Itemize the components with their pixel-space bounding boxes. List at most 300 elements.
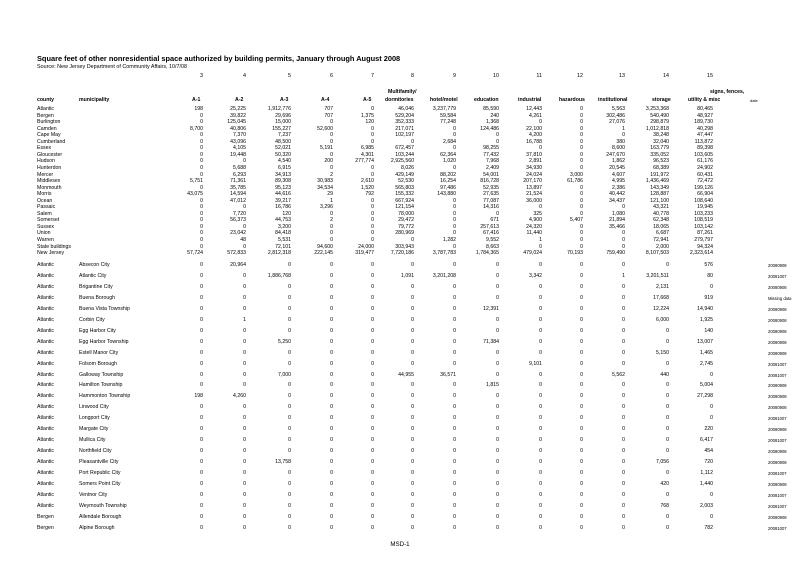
table-cell: 0	[371, 204, 374, 211]
table-cell: Atlantic	[37, 437, 55, 444]
table-cell: 576	[704, 262, 713, 268]
table-cell: 0	[243, 360, 246, 367]
table-cell: 0	[580, 197, 583, 204]
table-cell: 672,457	[395, 145, 414, 152]
table-cell: 0	[453, 448, 456, 455]
table-cell: 0	[371, 349, 374, 356]
table-cell: 0	[200, 470, 203, 477]
table-cell: 40,298	[697, 125, 713, 132]
table-cell: 77,432	[483, 151, 499, 158]
table-cell: 9,552	[486, 237, 499, 243]
table-cell: 0	[580, 491, 583, 498]
table-cell: 0	[200, 481, 203, 487]
table-cell: 0	[666, 513, 669, 520]
table-cell: 0	[666, 491, 669, 498]
table-cell: 1	[330, 197, 333, 204]
table-cell: 143,880	[437, 191, 456, 198]
table-cell: 20,545	[609, 164, 625, 171]
table-cell: 44,955	[398, 371, 414, 378]
table-cell: Port Republic City	[79, 470, 121, 477]
table-cell: 0	[666, 524, 669, 531]
table-cell: 4,200	[529, 132, 542, 139]
table-cell: 0	[539, 294, 542, 301]
table-cell: Atlantic	[37, 262, 55, 268]
table-cell: Folsom Borough	[79, 360, 118, 367]
table-cell: 0	[539, 349, 542, 356]
table-cell: Atlantic City	[79, 272, 107, 279]
table-cell: 155,227	[272, 125, 291, 132]
table-cell: 7,237	[278, 132, 291, 139]
table-cell: 540,490	[650, 112, 669, 119]
table-header	[0, 87, 800, 107]
table-cell: 52,021	[275, 145, 291, 152]
table-cell: Egg Harbor City	[79, 327, 116, 334]
list-item	[0, 361, 800, 368]
table-cell: 0	[330, 138, 333, 145]
table-cell: 0	[496, 360, 499, 367]
table-cell: 34,913	[275, 171, 291, 178]
table-cell: 0	[330, 415, 333, 422]
table-cell: 0	[330, 360, 333, 367]
table-cell: 0	[371, 283, 374, 290]
list-item	[0, 350, 800, 357]
table-cell: 3,201,208	[432, 272, 456, 279]
table-cell: 0	[200, 426, 203, 433]
table-cell: 0	[710, 283, 713, 290]
table-cell: 36,000	[526, 197, 542, 204]
table-cell: 1,520	[361, 184, 374, 191]
table-cell: 247,670	[606, 151, 625, 158]
table-cell: 919	[704, 294, 713, 301]
table-cell: 0	[330, 305, 333, 312]
table-cell: 0	[243, 223, 246, 230]
header-signs-top: signs, fences,	[710, 89, 745, 95]
table-cell: 319,477	[355, 250, 374, 257]
header-multifamily-bottom: dormitories	[385, 97, 414, 103]
table-cell: 5,004	[700, 382, 713, 389]
table-cell: 88,202	[440, 171, 456, 178]
table-cell: 0	[200, 237, 203, 243]
table-cell: 0	[200, 294, 203, 301]
table-cell: 2,684	[443, 138, 456, 145]
table-cell: 0	[580, 316, 583, 323]
column-numbers	[0, 73, 800, 81]
table-cell: 20081007	[768, 438, 787, 444]
table-cell: Allendale Borough	[79, 513, 122, 520]
table-cell: 0	[580, 513, 583, 520]
table-cell: 0	[710, 404, 713, 411]
table-cell: 0	[411, 426, 414, 433]
header-a1: A-1	[192, 97, 201, 103]
header-industrial: industrial	[518, 97, 542, 103]
table-cell: 163,779	[650, 145, 669, 152]
table-cell: 56,373	[230, 217, 246, 224]
table-cell: 20081007	[768, 492, 787, 498]
table-cell: Atlantic	[37, 502, 55, 509]
table-cell: 0	[453, 382, 456, 389]
table-cell: 0	[453, 294, 456, 301]
table-cell: 0	[200, 327, 203, 334]
table-cell: 0	[330, 132, 333, 139]
table-cell: 94,600	[317, 243, 333, 250]
table-cell: 0	[580, 262, 583, 268]
table-cell: 48	[240, 237, 246, 243]
table-cell: 0	[539, 437, 542, 444]
table-cell: 0	[288, 349, 291, 356]
table-cell: 0	[243, 382, 246, 389]
table-cell: 2,812,318	[267, 250, 291, 257]
table-cell: 0	[539, 204, 542, 211]
table-cell: 6,687	[656, 230, 669, 237]
table-cell: 80	[707, 272, 713, 279]
table-cell: 12,224	[653, 305, 669, 312]
table-cell: 440	[660, 371, 669, 378]
table-cell: 39,217	[275, 197, 291, 204]
table-cell: 0	[330, 237, 333, 243]
table-cell: 0	[622, 316, 625, 323]
table-cell: 0	[200, 305, 203, 312]
table-cell: 0	[539, 327, 542, 334]
table-cell: Egg Harbor Township	[79, 338, 129, 345]
table-cell: 14,594	[230, 191, 246, 198]
table-cell: 0	[243, 513, 246, 520]
table-cell: 0	[539, 338, 542, 345]
table-cell: 71,384	[483, 338, 499, 345]
table-cell: 0	[580, 112, 583, 119]
table-cell: 0	[580, 283, 583, 290]
table-cell: 429,149	[395, 171, 414, 178]
table-cell: 0	[580, 502, 583, 509]
table-cell: 0	[622, 132, 625, 139]
table-cell: 0	[496, 481, 499, 487]
table-cell: 0	[496, 349, 499, 356]
table-cell: 0	[666, 437, 669, 444]
table-cell: 0	[539, 371, 542, 378]
table-cell: 0	[200, 491, 203, 498]
table-cell: 0	[496, 283, 499, 290]
table-cell: Cumberland	[37, 138, 66, 145]
table-cell: 0	[288, 491, 291, 498]
table-cell: 0	[411, 404, 414, 411]
table-cell: Alpine Borough	[79, 524, 115, 531]
table-cell: 0	[288, 393, 291, 400]
table-cell: Linwood City	[79, 404, 109, 411]
table-cell: 0	[411, 338, 414, 345]
table-cell: 0	[200, 158, 203, 165]
table-cell: 0	[666, 415, 669, 422]
table-cell: 0	[411, 360, 414, 367]
table-cell: 124,486	[480, 125, 499, 132]
table-cell: 0	[580, 305, 583, 312]
table-cell: 29,696	[275, 112, 291, 119]
table-cell: 0	[200, 524, 203, 531]
table-cell: 0	[411, 415, 414, 422]
table-cell: 13,897	[526, 184, 542, 191]
table-cell: 103,142	[694, 223, 713, 230]
table-cell: 0	[539, 470, 542, 477]
table-cell: 0	[411, 316, 414, 323]
table-cell: 0	[580, 132, 583, 139]
table-cell: 0	[243, 305, 246, 312]
table-cell: 20080908	[768, 317, 787, 323]
table-cell: Atlantic	[37, 459, 55, 466]
table-cell: 0	[580, 243, 583, 250]
table-cell: 0	[539, 283, 542, 290]
table-cell: 3,296	[320, 204, 333, 211]
table-cell: 43,096	[230, 138, 246, 145]
table-cell: 52,530	[398, 178, 414, 185]
table-cell: Cape May	[37, 132, 61, 139]
table-cell: 12,443	[526, 106, 542, 112]
column-number: 11	[536, 73, 542, 79]
table-cell: Longport City	[79, 415, 110, 422]
column-number: 14	[663, 73, 669, 79]
header-hotel: hotel/motel	[430, 97, 458, 103]
table-cell: 20,964	[230, 262, 246, 268]
table-cell: 0	[496, 262, 499, 268]
table-cell: 43,321	[653, 204, 669, 211]
table-cell: 0	[411, 448, 414, 455]
table-cell: 217,071	[395, 125, 414, 132]
table-cell: 0	[666, 470, 669, 477]
table-cell: 0	[580, 426, 583, 433]
table-cell: 0	[411, 382, 414, 389]
table-cell: 0	[580, 448, 583, 455]
table-cell: 0	[453, 459, 456, 466]
table-cell: 96,523	[653, 158, 669, 165]
table-cell: 0	[622, 262, 625, 268]
table-cell: Somerset	[37, 217, 60, 224]
table-cell: 1,012,818	[645, 125, 669, 132]
table-cell: Atlantic	[37, 305, 55, 312]
table-cell: 85,590	[483, 106, 499, 112]
list-item	[0, 415, 800, 422]
table-cell: Gloucester	[37, 151, 63, 158]
table-cell: 0	[622, 360, 625, 367]
table-cell: 0	[622, 426, 625, 433]
table-cell: 0	[539, 481, 542, 487]
table-cell: 0	[371, 448, 374, 455]
table-cell: 2,891	[529, 158, 542, 165]
table-cell: 0	[243, 404, 246, 411]
table-cell: 667,924	[395, 197, 414, 204]
table-cell: 0	[243, 243, 246, 250]
table-cell: 0	[330, 151, 333, 158]
table-cell: State buildings	[37, 243, 72, 250]
table-cell: 0	[453, 502, 456, 509]
table-cell: 0	[330, 513, 333, 520]
table-cell: Essex	[37, 145, 52, 152]
table-cell: 19,945	[697, 204, 713, 211]
table-cell: 0	[622, 327, 625, 334]
table-cell: 0	[580, 524, 583, 531]
list-item	[0, 437, 800, 444]
table-cell: 0	[330, 404, 333, 411]
table-cell: 0	[371, 404, 374, 411]
table-cell: 0	[580, 223, 583, 230]
table-cell: 108,519	[694, 217, 713, 224]
table-cell: 207,170	[523, 178, 542, 185]
table-cell: 0	[288, 481, 291, 487]
table-cell: 27,298	[697, 393, 713, 400]
table-cell: 0	[330, 491, 333, 498]
table-cell: 0	[453, 305, 456, 312]
table-cell: 6,915	[278, 164, 291, 171]
table-cell: 0	[200, 138, 203, 145]
table-cell: 0	[453, 145, 456, 152]
list-item	[0, 514, 800, 521]
table-cell: Atlantic	[37, 393, 55, 400]
table-cell: 0	[496, 415, 499, 422]
table-cell: 0	[243, 415, 246, 422]
table-cell: 0	[580, 119, 583, 126]
table-cell: 0	[622, 448, 625, 455]
table-cell: 6,000	[656, 316, 669, 323]
table-cell: 6,293	[233, 171, 246, 178]
table-cell: 128,887	[650, 191, 669, 198]
table-cell: 20081007	[768, 372, 787, 378]
table-cell: 0	[580, 294, 583, 301]
table-cell: 0	[580, 404, 583, 411]
header-multifamily-top: Multifamily/	[388, 89, 417, 95]
table-cell: 0	[622, 481, 625, 487]
list-item	[0, 273, 800, 280]
table-cell: 0	[243, 283, 246, 290]
table-cell: Atlantic	[37, 106, 55, 112]
table-cell: 121,154	[395, 204, 414, 211]
table-cell: 0	[200, 197, 203, 204]
table-cell: 759,490	[606, 250, 625, 257]
table-cell: 0	[453, 327, 456, 334]
table-cell: 0	[371, 513, 374, 520]
table-cell: 20080908	[768, 383, 787, 389]
table-cell: 0	[453, 513, 456, 520]
table-cell: 0	[539, 415, 542, 422]
table-cell: 0	[411, 294, 414, 301]
table-cell: 0	[288, 437, 291, 444]
table-cell: 0	[288, 283, 291, 290]
table-cell: 0	[330, 272, 333, 279]
table-cell: Atlantic	[37, 426, 55, 433]
table-cell: 0	[288, 360, 291, 367]
table-cell: 0	[580, 360, 583, 367]
table-cell: 0	[200, 415, 203, 422]
list-item	[0, 448, 800, 455]
list-item	[0, 426, 800, 433]
header-county: county	[37, 97, 55, 103]
table-cell: 8,700	[190, 125, 203, 132]
table-cell: 0	[539, 513, 542, 520]
table-cell: 0	[453, 349, 456, 356]
table-cell: 0	[200, 272, 203, 279]
table-cell: 0	[496, 294, 499, 301]
table-cell: 0	[580, 459, 583, 466]
table-cell: 0	[200, 382, 203, 389]
table-cell: 1,465	[700, 349, 713, 356]
table-cell: 0	[453, 204, 456, 211]
table-cell: 8,663	[486, 243, 499, 250]
table-cell: 1,440	[700, 481, 713, 487]
table-cell: 0	[371, 524, 374, 531]
table-cell: 4,261	[529, 112, 542, 119]
table-cell: Ventnor City	[79, 491, 108, 498]
table-cell: 0	[622, 502, 625, 509]
table-cell: Warren	[37, 237, 54, 243]
table-cell: 0	[496, 459, 499, 466]
table-cell: 2,323,614	[689, 250, 713, 257]
table-cell: 20080908	[768, 263, 787, 268]
list-item	[0, 317, 800, 324]
table-cell: Estell Manor City	[79, 349, 119, 356]
table-cell: 0	[496, 524, 499, 531]
table-cell: 0	[710, 491, 713, 498]
table-cell: 0	[580, 382, 583, 389]
table-cell: 0	[580, 349, 583, 356]
table-cell: 47,447	[697, 132, 713, 139]
table-cell: Ocean	[37, 197, 53, 204]
table-cell: 121,100	[650, 197, 669, 204]
table-cell: 57,724	[187, 250, 203, 257]
table-cell: 0	[496, 316, 499, 323]
table-cell: 20080908	[768, 427, 787, 433]
table-cell: 0	[539, 382, 542, 389]
table-cell: 0	[371, 305, 374, 312]
table-cell: 1,925	[700, 316, 713, 323]
table-cell: 0	[288, 262, 291, 268]
table-cell: 21,894	[609, 217, 625, 224]
table-cell: 9,101	[529, 360, 542, 367]
table-cell: 0	[622, 283, 625, 290]
table-cell: 0	[200, 404, 203, 411]
table-cell: 0	[496, 448, 499, 455]
table-cell: 222,145	[314, 250, 333, 257]
table-cell: 4,540	[278, 158, 291, 165]
table-cell: 0	[200, 151, 203, 158]
table-cell: 479,024	[523, 250, 542, 257]
table-cell: 125,045	[227, 119, 246, 126]
table-cell: 20080908	[768, 514, 787, 520]
table-cell: 3,200	[278, 223, 291, 230]
table-cell: 1,091	[401, 272, 414, 279]
list-item	[0, 339, 800, 346]
table-cell: 0	[453, 316, 456, 323]
table-cell: 0	[453, 223, 456, 230]
table-cell: 54,001	[483, 171, 499, 178]
list-item	[0, 382, 800, 389]
table-cell: 20080908	[768, 460, 787, 466]
table-cell: 13,758	[275, 459, 291, 466]
table-cell: 20081007	[768, 416, 787, 422]
table-cell: 0	[243, 459, 246, 466]
table-cell: 4,607	[612, 171, 625, 178]
table-cell: 0	[496, 272, 499, 279]
table-cell: 0	[580, 204, 583, 211]
table-cell: 0	[200, 459, 203, 466]
table-cell: 5,407	[570, 217, 583, 224]
table-cell: 5,250	[278, 338, 291, 345]
table-cell: 0	[200, 112, 203, 119]
table-cell: 2,610	[361, 178, 374, 185]
table-cell: 6,417	[700, 437, 713, 444]
table-cell: 2,131	[656, 283, 669, 290]
header-hazardous: hazardous	[559, 97, 585, 103]
table-cell: 23,042	[230, 230, 246, 237]
table-cell: 257,613	[480, 223, 499, 230]
table-cell: 298,879	[650, 119, 669, 126]
column-number: 9	[453, 73, 456, 79]
table-cell: 0	[411, 524, 414, 531]
table-cell: 120	[365, 119, 374, 126]
